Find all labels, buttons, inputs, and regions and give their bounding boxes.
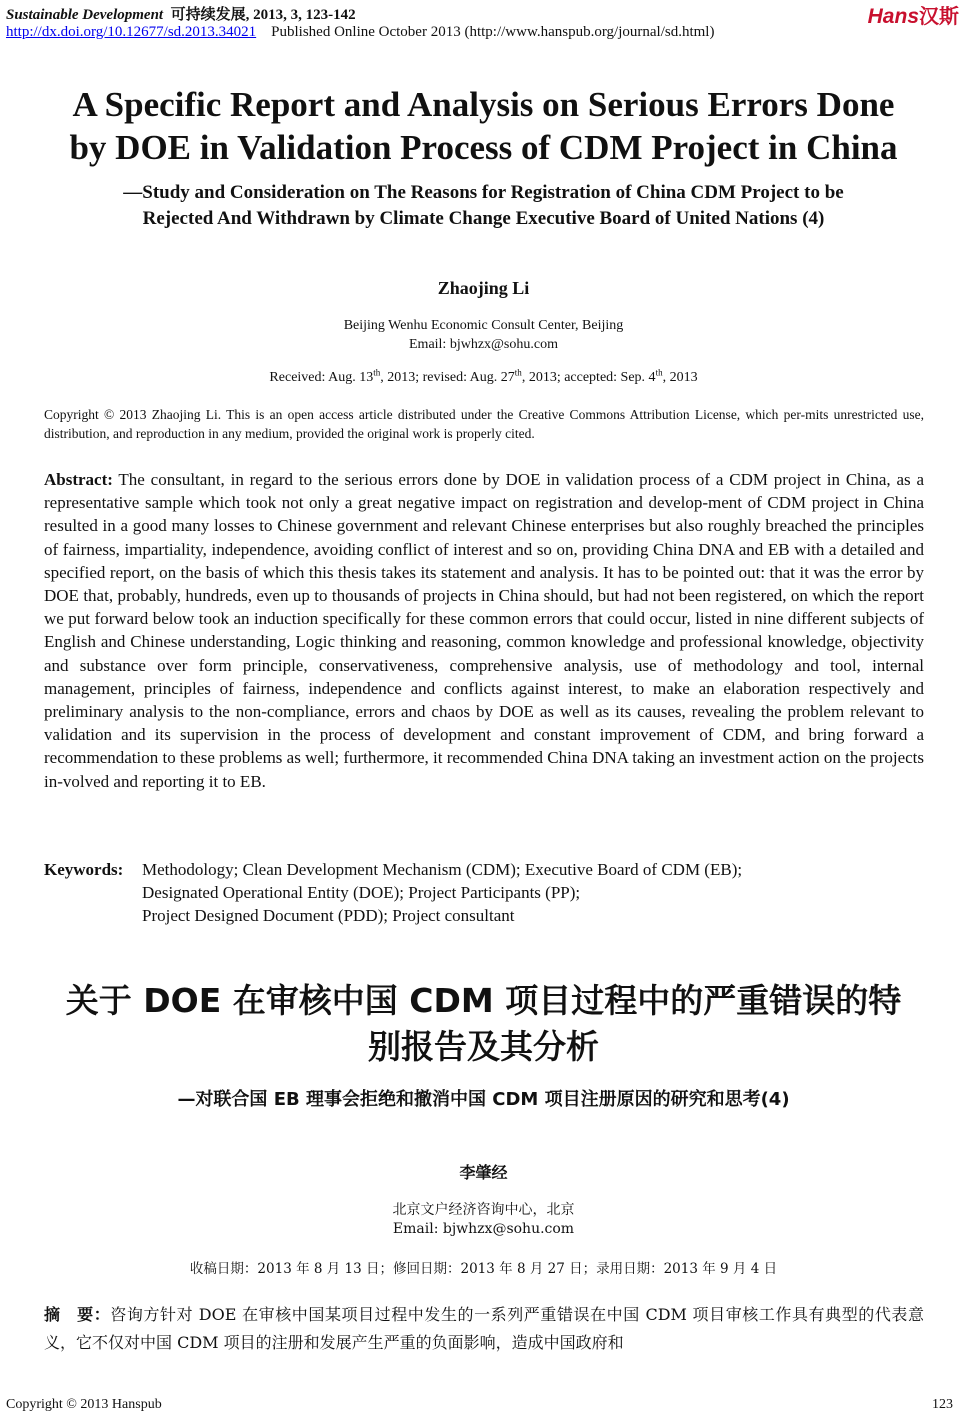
paper-title-cn <box>30 978 937 1070</box>
affiliation-en: Beijing Wenhu Economic Consult Center, Beijing <box>343 318 624 333</box>
received-sup: th <box>373 367 381 378</box>
affiliation-cn-block <box>0 1201 967 1239</box>
doi-link[interactable]: http://dx.doi.org/10.12677/sd.2013.34021 <box>6 24 257 40</box>
paper-subtitle-en <box>40 180 927 232</box>
copyright-note: Copyright © 2013 Zhaojing Li. This is an open access article distributed under the Creative Commons Attribution License, which per-mits unrestricted use, distribution, and reproduction in any medium, provided the original work is properly cited. <box>44 407 924 441</box>
year-end: , 2013 <box>662 370 698 385</box>
journal-name-en: Sustainable Development <box>6 7 164 23</box>
received-dates-cn: 收稿日期：2013 年 8 月 13 日；修回日期：2013 年 8 月 27 日；录用日期：2013 年 9 月 4 日 <box>189 1261 778 1277</box>
email-en: Email: bjwhzx@sohu.com <box>409 337 558 352</box>
abstract-en-label: Abstract: <box>44 470 113 489</box>
email-cn: Email: bjwhzx@sohu.com <box>392 1221 575 1237</box>
volume-info: , 2013, 3, 123-142 <box>245 7 356 23</box>
keywords-list <box>142 858 742 927</box>
hans-logo <box>868 0 959 29</box>
page-number: 123 <box>932 1397 953 1412</box>
subtitle-en-line2: Rejected And Withdrawn by Climate Change Executive Board of United Nations (4) <box>142 208 825 229</box>
published-online: Published Online October 2013 (http://www.hanspub.org/journal/sd.html) <box>271 24 715 40</box>
title-cn-line1: 关于 DOE 在审核中国 CDM 项目过程中的严重错误的特 <box>65 981 902 1020</box>
keywords-line: Project Designed Document (PDD); Project consultant <box>142 906 515 925</box>
received-label: Received: Aug. 13 <box>269 370 374 385</box>
subtitle-en-line1: —Study and Consideration on The Reasons for Registration of China CDM Project to be <box>123 182 844 203</box>
doi-line <box>6 24 714 41</box>
revised-sup: th <box>514 367 522 378</box>
accepted-sup: th <box>655 367 663 378</box>
author-cn: 李肇经 <box>459 1163 508 1182</box>
hans-logo-en: Hans <box>867 5 919 28</box>
abstract-en <box>44 468 924 793</box>
journal-header <box>6 3 356 24</box>
affiliation-cn: 北京文户经济咨询中心，北京 <box>392 1202 575 1218</box>
title-en-line2: by DOE in Validation Process of CDM Project in China <box>69 128 898 167</box>
paper-title-en <box>30 83 937 169</box>
abstract-en-text: The consultant, in regard to the serious errors done by DOE in validation process of a CDM project in China, as a representative sample which took not only a great negative impact on registration and develop-ment of CDM project in China resulted in a good many losses to Chinese government and relevant Chinese enterprises but also roughly breached the principles of fairness, impartiality, independence, avoiding conflict of interest and so on, providing China DNA and EB with a detailed and specified report, on the basis of which this thesis takes its statement and analysis. It has to be pointed out: that it was the error by DOE that, probably, hundreds, even up to thousands of projects in China should, but had not been registered, on which the report we put forward below took an induction specifically for these common errors that could occur, listed in nine different subjects of English and Chinese understanding, Logic thinking and reasoning, common knowledge and professional knowledge, objectivity and substance over form principle, conservativeness, comprehensive analysis, use of methodology and tool, internal management, principles of fairness, independence and conflicts against interest, to make an elaboration respectively and preliminary analysis to the non-compliance, errors and chaos by DOE as well as its causes, revealing the problem relevant to validation and its supervision in the process of development and constant improvement of CDM, and bring forward a recommendation to these problems as well; furthermore, it recommended China DNA taking an investment action on the projects in-volved and reporting it to EB. <box>44 470 924 791</box>
revised-label: , 2013; revised: Aug. 27 <box>380 370 515 385</box>
hans-logo-cn: 汉斯 <box>919 4 959 28</box>
title-cn-line2: 别报告及其分析 <box>368 1027 599 1066</box>
paper-subtitle-cn: —对联合国 EB 理事会拒绝和撤消中国 CDM 项目注册原因的研究和思考(4) <box>177 1089 790 1110</box>
keywords-label: Keywords: <box>44 860 124 879</box>
received-dates-en <box>0 367 967 386</box>
author-en: Zhaojing Li <box>437 278 530 298</box>
abstract-cn-label: 摘 要： <box>44 1305 111 1324</box>
abstract-cn <box>44 1301 924 1357</box>
affiliation-en-block <box>0 316 967 354</box>
accepted-label: , 2013; accepted: Sep. 4 <box>521 370 656 385</box>
journal-name-cn: 可持续发展 <box>170 7 246 23</box>
footer-copyright: Copyright © 2013 Hanspub <box>6 1397 162 1412</box>
keywords-line: Designated Operational Entity (DOE); Project Participants (PP); <box>142 883 581 902</box>
abstract-cn-text: 咨询方针对 DOE 在审核中国某项目过程中发生的一系列严重错误在中国 CDM 项目审核工作具有典型的代表意义，它不仅对中国 CDM 项目的注册和发展产生严重的负面影响，造成中国政府和 <box>44 1305 924 1352</box>
title-en-line1: A Specific Report and Analysis on Serious Errors Done <box>72 85 895 124</box>
keywords-line: Methodology; Clean Development Mechanism (CDM); Executive Board of CDM (EB); <box>142 860 743 879</box>
